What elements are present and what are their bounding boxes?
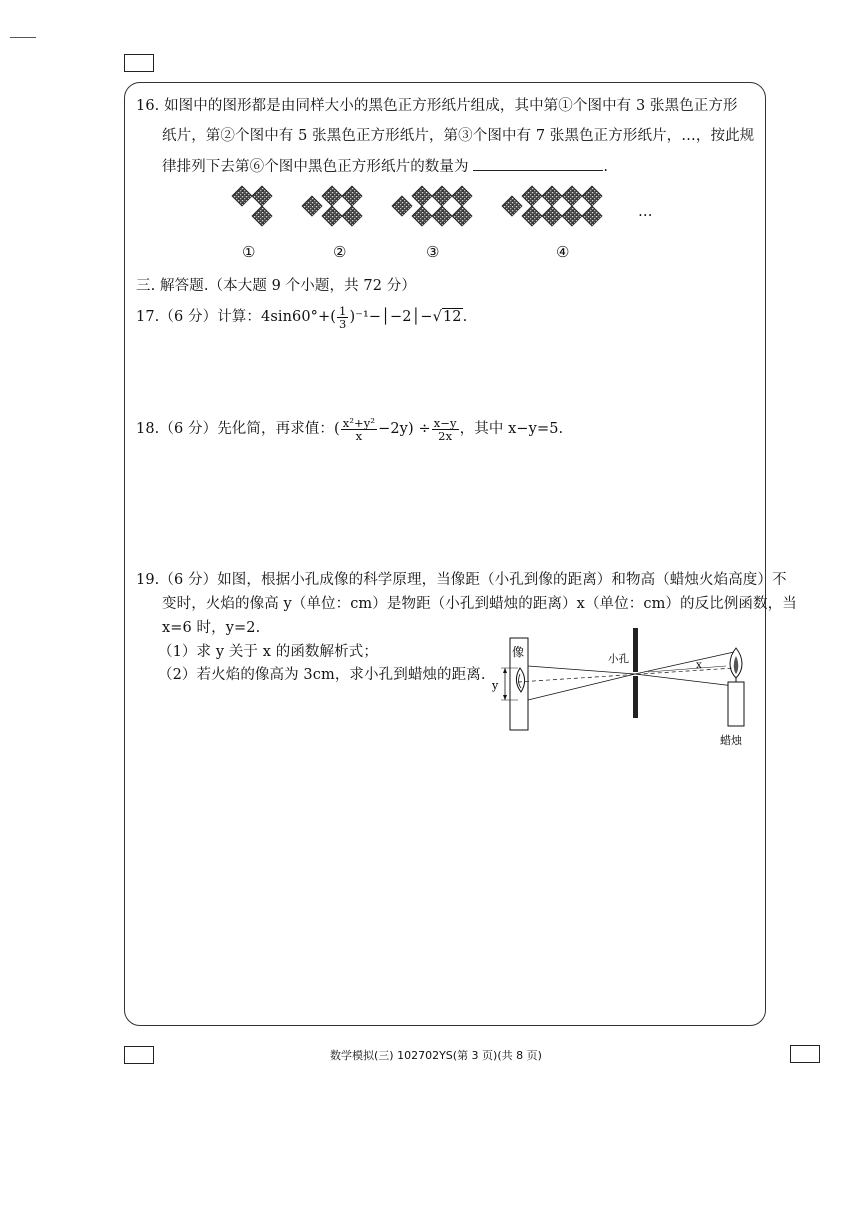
q16-pattern-figures bbox=[220, 178, 670, 240]
y-label: y bbox=[492, 679, 499, 692]
q17-radicand: 12 bbox=[442, 309, 462, 325]
q19-part2: （2）若火焰的像高为 3cm，求小孔到蜡烛的距离. bbox=[158, 667, 486, 683]
q19-part1: （1）求 y 关于 x 的函数解析式； bbox=[158, 644, 378, 660]
hole-label: 小孔 bbox=[608, 653, 629, 665]
q16-line3-text: 律排列下去第⑥个图中黑色正方形纸片的数量为 bbox=[162, 159, 469, 175]
page-footer: 数学模拟(三) 102702YS(第 3 页)(共 8 页) bbox=[330, 1049, 542, 1062]
q16-line3-end: . bbox=[603, 159, 609, 175]
figure-label-2: ② bbox=[333, 243, 347, 261]
q17-frac-num: 1 bbox=[339, 303, 347, 318]
q17-prefix: 17.（6 分）计算：4sin60°+( bbox=[136, 309, 337, 325]
section3-title: 三. 解答题.（本大题 9 个小题，共 72 分） bbox=[136, 278, 416, 294]
candle-body bbox=[728, 682, 744, 726]
q18-mid: −2y) ÷ bbox=[378, 421, 431, 437]
q18-suffix: ，其中 x−y=5. bbox=[459, 421, 564, 437]
figure-4 bbox=[502, 186, 602, 226]
candle-label: 蜡烛 bbox=[720, 734, 742, 747]
figure-label-4: ④ bbox=[556, 243, 570, 261]
pinhole-barrier-bottom bbox=[633, 676, 638, 718]
q16-line1: 16. 如图中的图形都是由同样大小的黑色正方形纸片组成，其中第①个图中有 3 张黑色正方形 bbox=[136, 98, 738, 114]
scan-mark bbox=[10, 37, 36, 38]
figure-1 bbox=[232, 186, 272, 226]
corner-mark-bottom-left bbox=[124, 1046, 154, 1064]
q19-line3: x=6 时，y=2. bbox=[162, 620, 261, 636]
x-label: x bbox=[696, 659, 702, 671]
q19-line2: 变时，火焰的像高 y（单位：cm）是物距（小孔到蜡烛的距离）x（单位：cm）的反比例函数，当 bbox=[162, 596, 797, 612]
q17-fraction bbox=[337, 305, 348, 330]
q18-fraction-2 bbox=[432, 417, 459, 442]
figure-label-3: ③ bbox=[426, 243, 440, 261]
sqrt-sign: √ bbox=[432, 309, 442, 325]
q18-frac1-num: x²+y² bbox=[342, 415, 376, 430]
q17-end: . bbox=[462, 309, 468, 325]
figure-3 bbox=[392, 186, 472, 226]
q18-expression bbox=[136, 413, 563, 445]
corner-mark-bottom-right bbox=[790, 1045, 820, 1063]
image-label: 像 bbox=[512, 645, 525, 659]
pinhole-barrier-top bbox=[633, 628, 638, 672]
corner-mark-top-left bbox=[124, 54, 154, 72]
q18-fraction-1 bbox=[341, 417, 377, 442]
q17-expression bbox=[136, 302, 467, 332]
pinhole-diagram bbox=[488, 626, 758, 752]
q16-line2: 纸片，第②个图中有 5 张黑色正方形纸片，第③个图中有 7 张黑色正方形纸片，…，按此规 bbox=[162, 128, 755, 144]
figure-2 bbox=[302, 186, 362, 226]
figure-label-1: ① bbox=[242, 243, 256, 261]
q19-line1: 19.（6 分）如图，根据小孔成像的科学原理，当像距（小孔到像的距离）和物高（蜡烛火焰高度）不 bbox=[136, 572, 787, 588]
answer-blank[interactable] bbox=[473, 156, 603, 171]
q18-frac2-num: x−y bbox=[433, 415, 457, 430]
q18-frac2-den: 2x bbox=[438, 428, 453, 443]
q16-line3 bbox=[162, 156, 608, 177]
q18-prefix: 18.（6 分）先化简，再求值：( bbox=[136, 421, 340, 437]
q18-frac1-den: x bbox=[355, 428, 363, 443]
figure-ellipsis: … bbox=[638, 204, 653, 220]
q17-suffix: )⁻¹−│−2│− bbox=[349, 309, 433, 325]
q17-frac-den: 3 bbox=[339, 316, 347, 331]
